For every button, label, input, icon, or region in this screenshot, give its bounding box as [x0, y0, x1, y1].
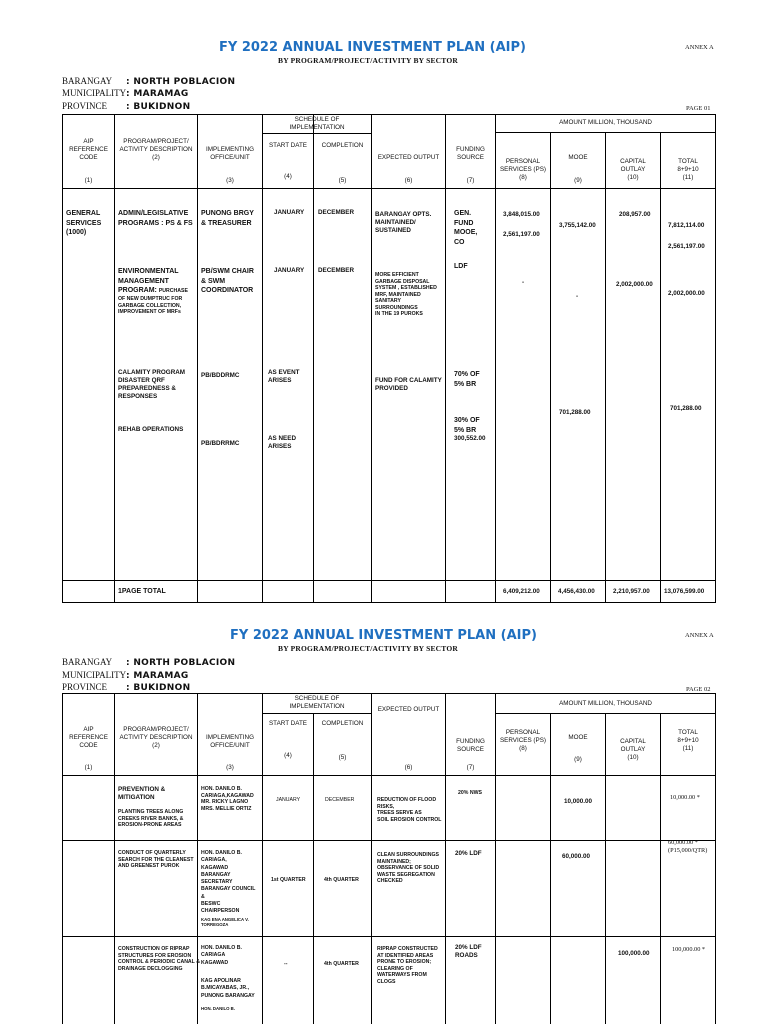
row-prev-completion: DECEMBER [325, 797, 355, 803]
header-num-4: (4) [284, 752, 292, 759]
row-env-program: ENVIRONMENTAL MANAGEMENT PROGRAM: PURCHASE [118, 268, 188, 294]
row-rip-total: 100,000.00 * [672, 946, 706, 953]
row-rip-co: 100,000.00 [618, 950, 650, 957]
row-rip-output: RIPRAP CONSTRUCTED AT IDENTIFIED AREAS PRONE TO EROSION; CLEARING OF WATERWAYS FROM CLOGS [377, 946, 438, 985]
header-funding: FUNDING SOURCE [456, 146, 485, 161]
header-output: EXPECTED OUTPUT [377, 154, 440, 161]
row-clean-total: 60,000.00 * (P15,000/QTR) [668, 839, 708, 854]
row-cal-mooe: 701,288.00 [559, 409, 591, 416]
row-gs-output: BARANGAY OPTS. MAINTAINED/ SUSTAINED [375, 211, 432, 234]
barangay-value: : NORTH POBLACION [126, 77, 236, 87]
row-prev-office: HON. DANILO B. CARIAGA,KAGAWAD MR. RICKY LAGNO MRS. MELLIE ORTIZ [201, 786, 254, 812]
page-total-ps: 6,409,212.00 [503, 588, 540, 595]
row-clean-funding: 20% LDF [455, 850, 482, 857]
header-start: START DATE [268, 142, 308, 149]
row-env-total: 2,002,000.00 [668, 290, 705, 297]
row-rip-office-3: HON. DANILO B. [201, 1006, 235, 1011]
row-env-office: PB/SWM CHAIR & SWM COORDINATOR [201, 268, 254, 294]
header-num-4: (4) [284, 173, 292, 180]
row-rip-program: CONSTRUCTION OF RIPRAP STRUCTURES FOR EROSION CONTROL & PERIODIC CANAL & DRAINAGE DECLOGGING [118, 946, 200, 972]
header-num-6: (6) [404, 177, 413, 184]
header-program: PROGRAM/PROJECT/ ACTIVITY DESCRIPTION (2) [119, 726, 193, 749]
row-rehab-funding: 30% OF 5% BR 300,552.00 [454, 417, 486, 442]
header-ps: PERSONAL SERVICES (PS) (8) [499, 158, 547, 181]
row-gs-completion: DECEMBER [318, 209, 355, 216]
municipality-value: : MARAMAG [126, 671, 189, 681]
page-total-total: 13,076,599.00 [664, 588, 705, 595]
row-rip-office: HON. DANILO B. CARIAGA KAGAWAD [201, 945, 242, 966]
header-num-1: (1) [84, 177, 93, 184]
province-value: : BUKIDNON [126, 683, 191, 693]
row-gs-ps-2: 2,561,197.00 [503, 231, 540, 238]
row-clean-office: HON. DANILO B. CARIAGA, KAGAWAD BARANGAY SECRETARY BARANGAY COUNCIL & BESWC CHAIRPERSON [201, 850, 256, 915]
row-cal-total: 701,288.00 [670, 405, 702, 412]
header-num-9: (9) [574, 177, 582, 184]
header-amount: AMOUNT MILLION, THOUSAND [559, 700, 652, 707]
row-clean-start: 1st QUARTER [271, 877, 306, 883]
page-total-co: 2,210,957.00 [613, 588, 650, 595]
row-prev-output: REDUCTION OF FLOOD RISKS, TREES SERVE AS SOIL EROSION CONTROL [377, 797, 442, 823]
header-num-7: (7) [466, 177, 475, 184]
header-ps: PERSONAL SERVICES (PS) (8) [499, 729, 547, 752]
header-num-7: (7) [466, 764, 475, 771]
row-rehab-office: PB/BDRRMC [201, 440, 240, 447]
row-gs-total-1: 7,812,114.00 [668, 222, 705, 229]
row-gs-code: GENERAL SERVICES (1000) [66, 210, 102, 236]
row-env-mooe: - [576, 293, 579, 300]
header-aip-code: AIP REFERENCE CODE [69, 138, 108, 161]
header-num-5: (5) [338, 177, 347, 184]
municipality-label: MUNICIPALITY [62, 670, 127, 680]
page-total-mooe: 4,456,430.00 [558, 588, 595, 595]
header-start: START DATE [268, 720, 308, 727]
row-prev-program: PREVENTION & MITIGATION [118, 786, 166, 801]
header-num-3: (3) [226, 764, 234, 771]
header-program: PROGRAM/PROJECT/ ACTIVITY DESCRIPTION (2) [119, 138, 193, 161]
row-rip-funding: 20% LDF ROADS [455, 944, 482, 959]
row-rip-completion: 4th QUARTER [324, 961, 359, 967]
page-subtitle: BY PROGRAM/PROJECT/ACTIVITY BY SECTOR [278, 56, 458, 65]
header-num-9: (9) [574, 756, 582, 763]
header-amount: AMOUNT MILLION, THOUSAND [559, 119, 652, 126]
barangay-label: BARANGAY [62, 657, 113, 667]
header-total: TOTAL 8+9+10 (11) [677, 158, 699, 181]
header-completion: COMPLETION [321, 720, 364, 727]
header-output: EXPECTED OUTPUT [377, 706, 440, 713]
page-title: FY 2022 ANNUAL INVESTMENT PLAN (AIP) [230, 628, 537, 643]
row-gs-program: ADMIN/LEGISLATIVE PROGRAMS : PS & FS [118, 210, 193, 227]
row-gs-start: JANUARY [274, 209, 305, 216]
municipality-value: : MARAMAG [126, 89, 189, 99]
header-num-1: (1) [84, 764, 93, 771]
row-clean-completion: 4th QUARTER [324, 877, 359, 883]
header-num-6: (6) [404, 764, 413, 771]
row-env-completion: DECEMBER [318, 267, 355, 274]
row-cal-start: AS EVENT ARISES [268, 369, 300, 384]
row-prev-total: 10,000.00 * [670, 794, 700, 801]
row-prev-mooe: 10,000.00 [564, 798, 593, 805]
row-env-program-detail: OF NEW DUMPTRUC FOR GARBAGE COLLECTION, IMPROVEMENT OF MRFs [118, 296, 183, 315]
row-gs-funding: GEN. FUND MOOE, CO [454, 210, 478, 246]
row-gs-office: PUNONG BRGY & TREASURER [201, 210, 254, 227]
header-mooe: MOOE [568, 154, 588, 161]
row-rip-start: -- [284, 961, 288, 967]
row-prev-start: JANUARY [276, 797, 301, 803]
row-env-co: 2,002,000.00 [616, 281, 653, 288]
header-num-5: (5) [338, 754, 347, 761]
header-total: TOTAL 8+9+10 (11) [677, 729, 699, 752]
row-gs-ps-1: 3,848,015.00 [503, 211, 540, 218]
header-schedule: SCHEDULE OF IMPLEMENTATION [289, 116, 345, 131]
header-aip-code: AIP REFERENCE CODE [69, 726, 108, 749]
row-cal-office: PB/BDDRMC [201, 372, 240, 379]
row-rehab-start: AS NEED ARISES [268, 435, 296, 450]
header-office: IMPLEMENTING OFFICE/UNIT [206, 146, 254, 161]
row-env-output: MORE EFFICIENT GARBAGE DISPOSAL SYSTEM , ESTABLISHED MRF, MAINTAINED SANITARY SURROUNDINGS IN THE 19 PUROKS [375, 272, 437, 317]
row-rehab-program: REHAB OPERATIONS [118, 426, 184, 433]
row-env-start: JANUARY [274, 267, 305, 274]
header-schedule: SCHEDULE OF IMPLEMENTATION [289, 695, 345, 710]
header-office: IMPLEMENTING OFFICE/UNIT [206, 734, 254, 749]
barangay-label: BARANGAY [62, 76, 113, 86]
header-mooe: MOOE [568, 734, 588, 741]
row-clean-office-member: KAG ENA ANGELICA V. TORREGOZA [201, 917, 249, 927]
row-clean-mooe: 60,000.00 [562, 853, 591, 860]
row-prev-funding: 20% NWS [458, 790, 482, 796]
header-funding: FUNDING SOURCE [456, 738, 485, 753]
page-subtitle: BY PROGRAM/PROJECT/ACTIVITY BY SECTOR [278, 644, 458, 653]
row-prev-program-detail: PLANTING TREES ALONG CREEKS RIVER BANKS, & EROSION-PRONE AREAS [118, 809, 184, 828]
page-number: PAGE 02 [686, 686, 711, 693]
header-co: CAPITAL OUTLAY (10) [620, 738, 646, 761]
header-completion: COMPLETION [321, 142, 364, 149]
row-gs-co: 208,957.00 [619, 211, 651, 218]
row-env-ps: - [522, 279, 525, 286]
page-number: PAGE 01 [686, 105, 711, 112]
province-value: : BUKIDNON [126, 102, 191, 112]
province-label: PROVINCE [62, 101, 108, 111]
page-title: FY 2022 ANNUAL INVESTMENT PLAN (AIP) [219, 40, 526, 55]
row-gs-mooe: 3,755,142.00 [559, 222, 596, 229]
annex-label: ANNEX A [685, 44, 714, 51]
row-rip-office-2: KAG APOLINAR B.MICAYABAS, JR., PUNONG BARANGAY [201, 978, 255, 999]
row-env-funding: LDF [454, 263, 468, 270]
header-co: CAPITAL OUTLAY (10) [620, 158, 646, 181]
row-gs-total-2: 2,561,197.00 [668, 243, 705, 250]
row-cal-output: FUND FOR CALAMITY PROVIDED [375, 377, 442, 392]
row-clean-program: CONDUCT OF QUARTERLY SEARCH FOR THE CLEANEST AND GREENEST PUROK [118, 850, 194, 869]
annex-label: ANNEX A [685, 632, 714, 639]
page-total-label: 1PAGE TOTAL [118, 588, 166, 595]
row-cal-program: CALAMITY PROGRAM DISASTER QRF PREPAREDNESS & RESPONSES [118, 369, 186, 400]
province-label: PROVINCE [62, 682, 108, 692]
barangay-value: : NORTH POBLACION [126, 658, 236, 668]
row-cal-funding: 70% OF 5% BR [454, 371, 480, 388]
header-num-3: (3) [226, 177, 234, 184]
row-clean-output: CLEAN SURROUNDINGS MAINTAINED; OBSERVANCE OF SOLID WASTE SEGREGATION CHECKED [377, 852, 440, 884]
municipality-label: MUNICIPALITY [62, 88, 127, 98]
